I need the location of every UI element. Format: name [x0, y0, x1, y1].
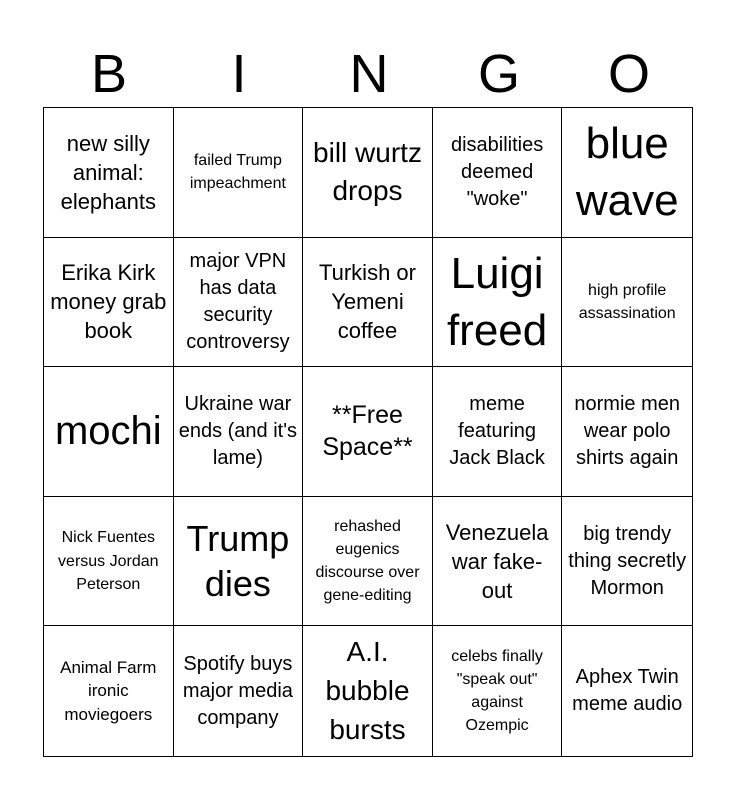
bingo-cell[interactable]: Nick Fuentes versus Jordan Peterson [44, 497, 174, 627]
bingo-cell[interactable]: Spotify buys major media company [174, 626, 304, 756]
header-letter-b: B [90, 44, 128, 104]
bingo-cell[interactable]: high profile assassination [562, 238, 692, 368]
bingo-cell[interactable]: Aphex Twin meme audio [572, 666, 683, 716]
header-letter-n: N [349, 44, 389, 104]
free-space-cell[interactable]: **Free Space** [303, 367, 433, 497]
bingo-cell[interactable]: Venezuela war fake-out [433, 497, 563, 627]
bingo-cell[interactable]: new silly animal: elephants [44, 108, 174, 238]
header-letter-i: I [231, 44, 247, 104]
bingo-cell[interactable]: A.I. bubble bursts [303, 626, 433, 756]
header-letter-o: O [607, 44, 650, 104]
bingo-cell[interactable]: blue wave [562, 108, 692, 238]
bingo-cell[interactable]: failed Trump impeachment [174, 108, 304, 238]
bingo-cell[interactable]: rehashed eugenics discourse over gene-editing [303, 497, 433, 627]
bingo-cell[interactable]: Erika Kirk money grab book [44, 238, 174, 368]
bingo-cell[interactable]: major VPN has data security controversy [174, 238, 304, 368]
bingo-cell[interactable]: Ukraine war ends (and it's lame) [174, 367, 304, 497]
bingo-cell[interactable]: normie men wear polo shirts again [562, 367, 692, 497]
bingo-cell[interactable]: meme featuring Jack Black [433, 367, 563, 497]
header-letter-g: G [477, 44, 520, 104]
bingo-cell[interactable]: Luigi freed [433, 238, 563, 368]
bingo-cell[interactable]: Animal Farm ironic moviegoers [44, 626, 174, 756]
bingo-cell[interactable]: bill wurtz drops [303, 108, 433, 238]
bingo-board [43, 107, 693, 757]
bingo-header [44, 42, 694, 106]
bingo-cell[interactable]: Trump dies [174, 497, 304, 627]
bingo-cell[interactable]: Turkish or Yemeni coffee [303, 238, 433, 368]
bingo-cell[interactable]: mochi [44, 367, 174, 497]
bingo-cell[interactable]: big trendy thing secretly Mormon [562, 497, 692, 627]
bingo-cell[interactable]: celebs finally "speak out" against Ozempic [433, 626, 563, 756]
bingo-cell[interactable]: disabilities deemed "woke" [433, 108, 563, 238]
